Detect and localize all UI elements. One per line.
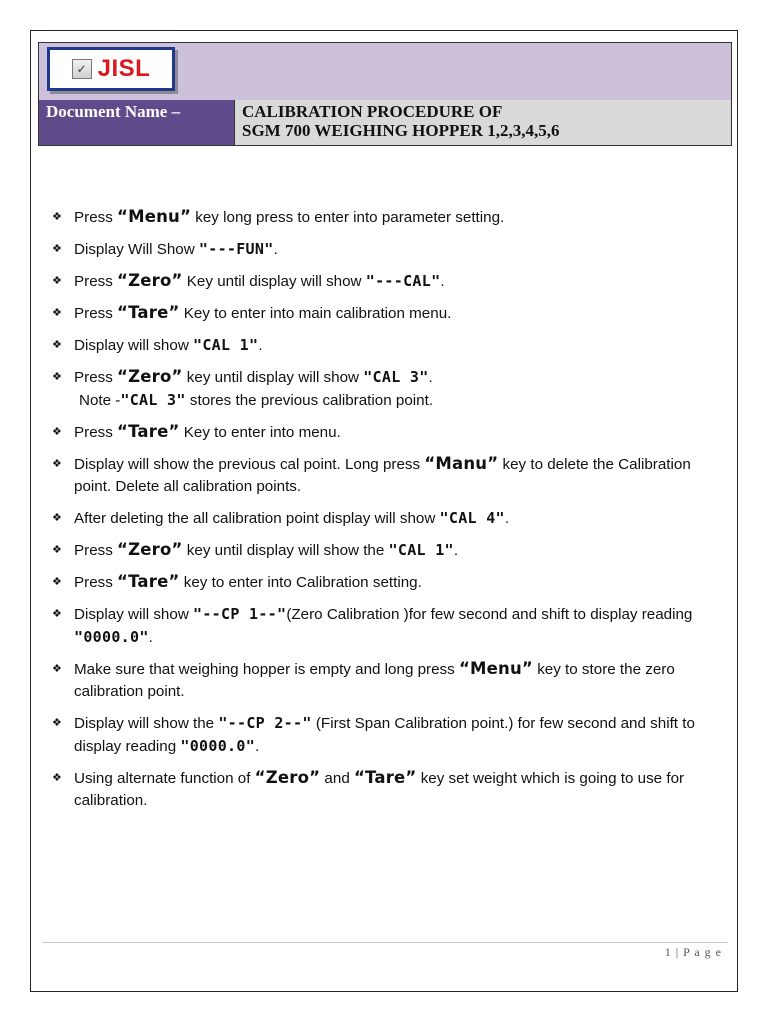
step-note xyxy=(74,389,728,412)
diamond-bullet-icon: ❖ xyxy=(52,576,62,588)
key-label: “Zero” xyxy=(117,540,183,559)
step-text: Key to enter into menu. xyxy=(179,424,341,441)
step-text: Press xyxy=(74,305,118,322)
step-text: Display will show xyxy=(74,337,194,354)
step-text: . xyxy=(258,337,263,354)
step-text: key long press to enter into parameter setting. xyxy=(191,209,505,226)
diamond-bullet-icon: ❖ xyxy=(52,512,62,524)
diamond-bullet-icon: ❖ xyxy=(52,458,62,470)
step-text: Key until display will show xyxy=(182,273,366,290)
step-text: Display will show the xyxy=(74,715,219,732)
procedure-step-list xyxy=(48,206,728,821)
page-number-footer: 1 | P a g e xyxy=(664,945,722,959)
procedure-step xyxy=(48,539,728,562)
document-header xyxy=(38,42,732,146)
step-text: key set weight which is going to use for calibration. xyxy=(74,770,685,809)
step-text: Using alternate function of xyxy=(74,770,255,787)
step-text: key until display will show xyxy=(182,369,364,386)
display-readout: "--CP 1--" xyxy=(193,605,287,623)
procedure-step xyxy=(48,603,728,649)
procedure-step xyxy=(48,421,728,444)
procedure-step xyxy=(48,238,728,261)
step-text: . xyxy=(148,629,153,646)
key-label: “Zero” xyxy=(254,768,321,787)
step-text: Key to enter into main calibration menu. xyxy=(179,305,452,322)
document-name-line-2: SGM 700 WEIGHING HOPPER 1,2,3,4,5,6 xyxy=(242,121,560,140)
key-label: “Manu” xyxy=(424,454,499,473)
diamond-bullet-icon: ❖ xyxy=(52,371,62,383)
key-label: “Menu” xyxy=(458,659,533,678)
procedure-step xyxy=(48,334,728,357)
check-mark-icon: ✓ xyxy=(72,59,92,79)
step-text: . xyxy=(273,241,278,258)
procedure-step xyxy=(48,507,728,530)
header-logo-band xyxy=(39,43,731,101)
step-text: . xyxy=(504,510,510,527)
diamond-bullet-icon: ❖ xyxy=(52,772,62,784)
document-name-line-1: CALIBRATION PROCEDURE OF xyxy=(242,102,503,121)
step-text: key to store the zero calibration point. xyxy=(74,661,675,700)
step-text: Press xyxy=(74,273,118,290)
step-text: . xyxy=(453,542,459,559)
diamond-bullet-icon: ❖ xyxy=(52,426,62,438)
step-text: . xyxy=(440,273,445,290)
display-readout: "0000.0" xyxy=(180,737,256,755)
step-text: Display will show the previous cal point. Long press xyxy=(74,456,425,473)
display-readout: "CAL 4" xyxy=(439,509,505,527)
procedure-step xyxy=(48,571,728,594)
diamond-bullet-icon: ❖ xyxy=(52,544,62,556)
footer-divider xyxy=(42,942,728,943)
procedure-step xyxy=(48,366,728,412)
procedure-step xyxy=(48,658,728,703)
step-text: (First Span Calibration point.) for few second and shift to display reading xyxy=(74,715,695,755)
key-label: “Tare” xyxy=(353,768,417,787)
procedure-step xyxy=(48,206,728,229)
step-text: key until display will show the xyxy=(182,542,389,559)
step-text: . xyxy=(428,369,433,386)
procedure-step xyxy=(48,767,728,812)
document-name-value xyxy=(235,100,731,145)
step-text: Display will show xyxy=(74,606,194,623)
logo-text: JISL xyxy=(97,55,151,82)
diamond-bullet-icon: ❖ xyxy=(52,717,62,729)
step-text: key to enter into Calibration setting. xyxy=(179,574,422,591)
company-logo xyxy=(47,47,175,91)
diamond-bullet-icon: ❖ xyxy=(52,307,62,319)
display-readout: "---FUN" xyxy=(198,240,274,258)
note-text: stores the previous calibration point. xyxy=(185,392,434,409)
display-readout: "CAL 1" xyxy=(388,541,454,559)
step-text: key to delete the Calibration point. Delete all calibration points. xyxy=(74,456,691,495)
key-label: “Tare” xyxy=(117,422,180,441)
key-label: “Zero” xyxy=(117,367,183,386)
step-text: and xyxy=(320,770,354,787)
key-label: “Zero” xyxy=(117,271,183,290)
procedure-step xyxy=(48,712,728,758)
diamond-bullet-icon: ❖ xyxy=(52,211,62,223)
procedure-step xyxy=(48,453,728,498)
note-prefix: Note - xyxy=(79,392,121,409)
document-name-label: Document Name – xyxy=(39,100,235,145)
key-label: “Menu” xyxy=(117,207,192,226)
step-text: Press xyxy=(74,542,118,559)
step-text: After deleting the all calibration point display will show xyxy=(74,510,440,527)
procedure-step xyxy=(48,270,728,293)
diamond-bullet-icon: ❖ xyxy=(52,275,62,287)
key-label: “Tare” xyxy=(117,303,180,322)
display-readout: "CAL 3" xyxy=(120,391,186,409)
diamond-bullet-icon: ❖ xyxy=(52,663,62,675)
step-text: Press xyxy=(74,209,118,226)
step-text: Press xyxy=(74,369,118,386)
diamond-bullet-icon: ❖ xyxy=(52,608,62,620)
step-text: Make sure that weighing hopper is empty and long press xyxy=(74,661,459,678)
display-readout: "--CP 2--" xyxy=(218,714,312,732)
step-text: Press xyxy=(74,424,118,441)
step-text: Press xyxy=(74,574,118,591)
key-label: “Tare” xyxy=(117,572,180,591)
display-readout: "0000.0" xyxy=(74,628,149,646)
display-readout: "---CAL" xyxy=(365,272,441,290)
step-text: (Zero Calibration )for few second and shift to display reading xyxy=(286,606,693,623)
display-readout: "CAL 3" xyxy=(363,368,429,386)
step-text: . xyxy=(255,738,260,755)
procedure-step xyxy=(48,302,728,325)
diamond-bullet-icon: ❖ xyxy=(52,339,62,351)
diamond-bullet-icon: ❖ xyxy=(52,243,62,255)
display-readout: "CAL 1" xyxy=(193,336,259,354)
step-text: Display Will Show xyxy=(74,241,199,258)
